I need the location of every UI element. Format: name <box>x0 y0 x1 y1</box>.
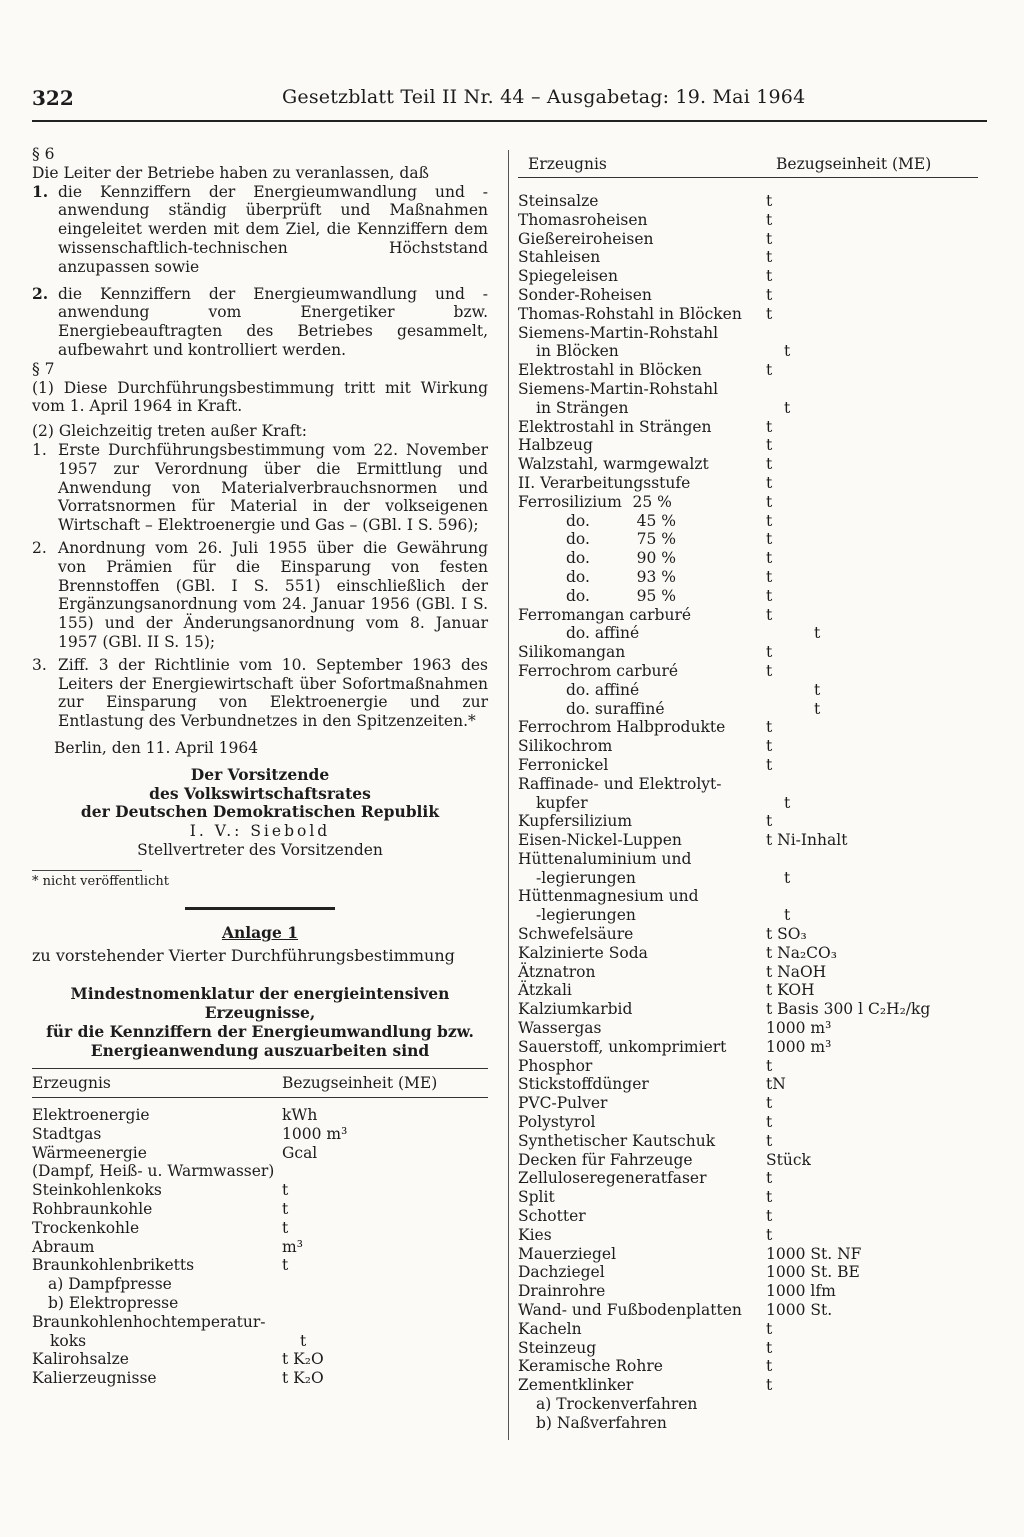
unit-cell: t K₂O <box>282 1350 324 1369</box>
table-row <box>518 399 978 418</box>
unit-cell: t <box>766 473 773 492</box>
product-cell: Braunkohlenbriketts <box>32 1256 195 1275</box>
product-cell: Decken für Fahrzeuge <box>518 1150 693 1169</box>
item-text: die Kennziffern der Energieumwandlung und -anwendung vom Energetiker bzw. Energiebeauftragten des Betriebes gesammelt, aufbewahrt und kontrolliert werden. <box>58 284 488 359</box>
unit-cell: t <box>766 1319 773 1338</box>
unit-cell: t <box>282 1256 289 1275</box>
table-header <box>32 1069 488 1097</box>
product-cell: Walzstahl, warmgewalzt <box>518 455 709 474</box>
table-row <box>518 1395 978 1414</box>
unit-cell: t KOH <box>766 981 815 1000</box>
table-row <box>518 775 978 794</box>
unit-cell: t <box>766 737 773 756</box>
table-row <box>518 1357 978 1376</box>
section-6-heading: § 6 <box>32 145 55 163</box>
table-row <box>32 1350 488 1369</box>
product-cell: Abraum <box>32 1237 95 1256</box>
unit-cell: t SO₃ <box>766 925 807 944</box>
table-row <box>518 1320 978 1339</box>
product-cell: in Blöcken <box>536 342 619 361</box>
product-cell <box>518 549 766 568</box>
product-name: do. <box>566 511 590 530</box>
product-cell: PVC-Pulver <box>518 1094 608 1113</box>
table-row <box>32 1369 488 1388</box>
section-7-para-2: (2) Gleichzeitig treten außer Kraft: <box>32 422 307 441</box>
product-cell: Ferromangan carburé <box>518 605 692 624</box>
product-cell: Silikochrom <box>518 737 613 756</box>
unit-cell: t <box>766 549 773 568</box>
left-column <box>32 145 488 1388</box>
table-row <box>32 1200 488 1219</box>
unit-cell: tN <box>766 1075 786 1094</box>
product-cell: do. suraffiné <box>566 699 665 718</box>
table-row <box>518 700 978 719</box>
left-table <box>32 1068 488 1388</box>
table-row <box>518 1226 978 1245</box>
table-row <box>518 211 978 230</box>
unit-cell: t <box>766 492 773 511</box>
list-title-line: Mindestnomenklatur der energieintensiven Erzeugnisse, <box>70 984 450 1023</box>
item-text: Anordnung vom 26. Juli 1955 über die Gewährung von Prämien für die Einsparung von festen Brennstoffen (GBl. I S. 551) einschließlich der Ergänzungsanordnung vom 24. Januar 1956 (GBl. I S. 155) und der Änderungsanordnung vom 8. Januar 1957 (GBl. II S. 15); <box>58 538 488 651</box>
percentage: 90 % <box>636 549 676 568</box>
table-row <box>518 1113 978 1132</box>
table-row <box>518 1245 978 1264</box>
table-row <box>518 1339 978 1358</box>
signatory-title: Der Vorsitzende <box>190 764 330 784</box>
product-cell: Ferrochrom Halbprodukte <box>518 718 726 737</box>
table-row <box>518 1188 978 1207</box>
table-row <box>518 737 978 756</box>
section-7-para-1: (1) Diese Durchführungsbestimmung tritt mit Wirkung vom 1. April 1964 in Kraft. <box>32 378 488 416</box>
table-header-rule <box>32 1097 488 1098</box>
table-row <box>518 1263 978 1282</box>
column-divider <box>508 150 509 1440</box>
table-row <box>518 248 978 267</box>
product-cell: Kies <box>518 1225 552 1244</box>
product-cell: koks <box>50 1331 87 1350</box>
unit-cell: t <box>766 1225 773 1244</box>
item-number: 3. <box>32 655 47 674</box>
table-row <box>518 549 978 568</box>
footnote-rule <box>32 870 142 871</box>
table-row <box>518 436 978 455</box>
unit-cell: kWh <box>282 1106 318 1125</box>
product-cell: Thomas-Rohstahl in Blöcken <box>518 304 742 323</box>
table-row <box>518 1169 978 1188</box>
unit-cell: t <box>766 586 773 605</box>
unit-cell: t Ni-Inhalt <box>766 831 848 850</box>
product-cell: Steinkohlenkoks <box>32 1181 162 1200</box>
table-row <box>32 1181 488 1200</box>
running-title: Gesetzblatt Teil II Nr. 44 – Ausgabetag: 19. Mai 1964 <box>282 86 806 108</box>
product-cell: Gießereiroheisen <box>518 229 654 248</box>
product-cell: Wassergas <box>518 1019 602 1038</box>
table-row <box>518 587 978 606</box>
table-row <box>32 1313 488 1332</box>
section-7-item <box>32 539 488 652</box>
signature-block <box>32 766 488 860</box>
table-row <box>518 342 978 361</box>
table-row <box>518 1132 978 1151</box>
product-cell: in Strängen <box>536 398 629 417</box>
unit-cell: 1000 St. <box>766 1301 833 1320</box>
table-row <box>518 1301 978 1320</box>
product-cell: (Dampf, Heiß- u. Warmwasser) <box>32 1162 275 1181</box>
product-name: do. <box>566 586 590 605</box>
table-row <box>518 606 978 625</box>
unit-cell: t <box>300 1331 307 1350</box>
unit-cell: t <box>766 361 773 380</box>
table-row <box>518 624 978 643</box>
table-row <box>518 812 978 831</box>
unit-cell: t <box>766 755 773 774</box>
product-cell: Rohbraunkohle <box>32 1200 153 1219</box>
right-table-body <box>518 192 978 1433</box>
unit-cell: 1000 m³ <box>766 1019 832 1038</box>
table-row <box>518 568 978 587</box>
table-row <box>518 418 978 437</box>
product-name: do. <box>566 567 590 586</box>
product-cell <box>518 587 766 606</box>
product-cell: Kacheln <box>518 1319 582 1338</box>
unit-cell: t <box>766 1131 773 1150</box>
product-cell: Elektroenergie <box>32 1106 150 1125</box>
table-row <box>518 286 978 305</box>
table-row <box>518 1376 978 1395</box>
unit-cell: t <box>766 605 773 624</box>
percentage: 45 % <box>636 511 676 530</box>
table-row <box>32 1125 488 1144</box>
percentage: 75 % <box>636 530 676 549</box>
page-number: 322 <box>32 86 74 110</box>
table-row <box>518 324 978 343</box>
unit-cell: t <box>766 417 773 436</box>
product-cell: Sonder-Roheisen <box>518 285 652 304</box>
product-cell: Kalierzeugnisse <box>32 1369 157 1388</box>
section-6-intro: Die Leiter der Betriebe haben zu veranlassen, daß <box>32 163 429 182</box>
product-cell: Raffinade- und Elektrolyt- <box>518 774 722 793</box>
table-row <box>32 1256 488 1275</box>
product-cell: Sauerstoff, unkomprimiert <box>518 1037 727 1056</box>
product-cell: Hüttenaluminium und <box>518 849 692 868</box>
table-row <box>32 1275 488 1294</box>
product-cell: Drainrohre <box>518 1282 606 1301</box>
product-cell: Dachziegel <box>518 1263 605 1282</box>
product-cell: II. Verarbeitungsstufe <box>518 473 691 492</box>
product-cell: Mauerziegel <box>518 1244 617 1263</box>
section-7-item <box>32 441 488 535</box>
signatory-name: I. V.: Siebold <box>189 822 331 841</box>
unit-cell: t <box>282 1181 289 1200</box>
unit-cell: t Basis 300 l C₂H₂/kg <box>766 1000 931 1019</box>
product-cell: Braunkohlenhochtemperatur- <box>32 1312 266 1331</box>
product-cell: Keramische Rohre <box>518 1357 663 1376</box>
table-row <box>32 1219 488 1238</box>
unit-cell: t <box>282 1200 289 1219</box>
product-cell: Wand- und Fußbodenplatten <box>518 1301 742 1320</box>
table-row <box>518 230 978 249</box>
table-row <box>32 1238 488 1257</box>
table-row <box>518 681 978 700</box>
product-cell <box>518 530 766 549</box>
table-row <box>518 1282 978 1301</box>
unit-cell: t <box>766 1207 773 1226</box>
unit-cell: t <box>766 267 773 286</box>
footnote: * nicht veröffentlicht <box>32 873 169 889</box>
product-cell: do. affiné <box>566 680 640 699</box>
product-cell: Zelluloseregeneratfaser <box>518 1169 707 1188</box>
unit-cell: t <box>766 643 773 662</box>
col-header-product: Erzeugnis <box>32 1073 111 1092</box>
page-header <box>32 86 987 114</box>
product-cell: Siemens-Martin-Rohstahl <box>518 323 719 342</box>
product-cell: Eisen-Nickel-Luppen <box>518 831 682 850</box>
product-cell: Steinsalze <box>518 192 599 210</box>
product-cell: -legierungen <box>536 868 636 887</box>
product-cell: Ferrochrom carburé <box>518 661 679 680</box>
unit-cell: t <box>784 398 791 417</box>
product-cell: Silikomangan <box>518 643 626 662</box>
table-row <box>518 906 978 925</box>
table-row <box>518 1019 978 1038</box>
product-cell: Polystyrol <box>518 1113 596 1132</box>
table-row <box>518 474 978 493</box>
product-name: Ferrosilizium <box>518 492 622 511</box>
product-cell: Stadtgas <box>32 1124 102 1143</box>
unit-cell: t K₂O <box>282 1369 324 1388</box>
unit-cell: t <box>814 680 821 699</box>
unit-cell: t <box>766 229 773 248</box>
product-cell: Kalzinierte Soda <box>518 943 648 962</box>
product-cell: Siemens-Martin-Rohstahl <box>518 379 719 398</box>
table-row <box>518 831 978 850</box>
left-table-body <box>32 1106 488 1388</box>
unit-cell: t <box>814 699 821 718</box>
table-row <box>518 1207 978 1226</box>
table-row <box>518 1000 978 1019</box>
table-row <box>518 493 978 512</box>
product-cell <box>518 512 766 531</box>
signatory-role: Stellvertreter des Vorsitzenden <box>137 840 383 859</box>
unit-cell: t <box>766 530 773 549</box>
product-cell: Synthetischer Kautschuk <box>518 1131 716 1150</box>
product-cell <box>518 568 766 587</box>
table-row <box>518 1057 978 1076</box>
product-cell: Hüttenmagnesium und <box>518 887 699 906</box>
unit-cell: t <box>766 511 773 530</box>
product-cell: Halbzeug <box>518 436 593 455</box>
header-rule <box>32 120 987 122</box>
product-cell: -legierungen <box>536 906 636 925</box>
unit-cell: t <box>282 1218 289 1237</box>
section-7-heading: § 7 <box>32 359 55 378</box>
product-cell: kupfer <box>536 793 588 812</box>
product-cell: Stahleisen <box>518 248 601 267</box>
product-cell: Elektrostahl in Strängen <box>518 417 712 436</box>
unit-cell: t NaOH <box>766 962 827 981</box>
product-cell: b) Elektropresse <box>48 1294 179 1313</box>
unit-cell: 1000 m³ <box>766 1037 832 1056</box>
unit-cell: t <box>766 436 773 455</box>
unit-cell: t <box>766 192 773 210</box>
table-row <box>518 643 978 662</box>
table-row <box>518 925 978 944</box>
table-row <box>518 850 978 869</box>
unit-cell: 1000 St. BE <box>766 1263 860 1282</box>
unit-cell: 1000 m³ <box>282 1124 348 1143</box>
unit-cell: t <box>766 812 773 831</box>
product-cell: Kalziumkarbid <box>518 1000 633 1019</box>
right-column <box>518 155 978 1433</box>
product-cell: Ferronickel <box>518 755 609 774</box>
table-row <box>518 869 978 888</box>
product-cell: Elektrostahl in Blöcken <box>518 361 702 380</box>
percentage: 93 % <box>636 567 676 586</box>
table-row <box>518 1151 978 1170</box>
unit-cell: t <box>766 455 773 474</box>
percentage: 95 % <box>636 586 676 605</box>
place-date: Berlin, den 11. April 1964 <box>54 738 259 757</box>
item-text: Ziff. 3 der Richtlinie vom 10. September 1963 des Leiters der Energiewirtschaft über Sofortmaßnahmen zur Einsparung von Elektroenergie und zur Entlastung des Verbundnetzes in den Spitzenzeiten.* <box>58 655 488 731</box>
table-row <box>518 794 978 813</box>
unit-cell: t <box>766 304 773 323</box>
col-header-unit: Bezugseinheit (ME) <box>776 155 932 173</box>
product-cell: Schwefelsäure <box>518 925 634 944</box>
section-separator <box>185 907 335 910</box>
unit-cell: t <box>766 248 773 267</box>
table-row <box>518 662 978 681</box>
product-cell: Thomasroheisen <box>518 210 648 229</box>
product-cell: Steinzeug <box>518 1338 597 1357</box>
item-number: 2. <box>32 538 47 557</box>
unit-cell: t <box>784 868 791 887</box>
product-cell: Wärmeenergie <box>32 1143 147 1162</box>
table-row <box>518 512 978 531</box>
unit-cell: t <box>766 1056 773 1075</box>
signatory-state: der Deutschen Demokratischen Republik <box>80 802 440 822</box>
product-cell: Stickstoffdünger <box>518 1075 649 1094</box>
product-cell: a) Trockenverfahren <box>536 1395 698 1413</box>
table-row <box>518 1094 978 1113</box>
unit-cell: t <box>766 1357 773 1376</box>
unit-cell: t <box>766 1338 773 1357</box>
table-row <box>32 1332 488 1351</box>
table-row <box>518 1414 978 1433</box>
table-row <box>518 455 978 474</box>
table-row <box>518 1075 978 1094</box>
unit-cell: t <box>766 567 773 586</box>
product-cell: Zementklinker <box>518 1376 634 1395</box>
section-6-item <box>32 285 488 360</box>
table-row <box>518 756 978 775</box>
col-header-product: Erzeugnis <box>528 155 607 173</box>
unit-cell: t <box>784 342 791 361</box>
table-row <box>32 1144 488 1163</box>
product-name: do. <box>566 530 590 549</box>
unit-cell: 1000 lfm <box>766 1282 836 1301</box>
unit-cell: t <box>766 285 773 304</box>
table-row <box>518 267 978 286</box>
product-cell: Phosphor <box>518 1056 593 1075</box>
table-row <box>518 887 978 906</box>
section-7-item <box>32 656 488 731</box>
table-row <box>518 380 978 399</box>
unit-cell: m³ <box>282 1237 303 1256</box>
table-row <box>518 192 978 211</box>
list-title-line: Energieanwendung auszuarbeiten sind <box>90 1041 430 1061</box>
table-row <box>32 1162 488 1181</box>
product-cell: Trockenkohle <box>32 1218 140 1237</box>
product-cell: b) Naßverfahren <box>536 1413 667 1432</box>
unit-cell: t <box>814 624 821 643</box>
product-cell: do. affiné <box>566 624 640 643</box>
unit-cell: t <box>766 210 773 229</box>
product-cell: Kalirohsalze <box>32 1350 129 1369</box>
unit-cell: t <box>766 661 773 680</box>
product-cell <box>518 493 766 512</box>
unit-cell: 1000 St. NF <box>766 1244 862 1263</box>
table-header-rule <box>518 177 978 178</box>
unit-cell: t <box>766 1188 773 1207</box>
product-cell: a) Dampfpresse <box>48 1275 172 1294</box>
item-number: 2. <box>32 283 49 303</box>
annex-title: Anlage 1 <box>221 923 299 943</box>
product-name: do. <box>566 549 590 568</box>
unit-cell: t <box>784 793 791 812</box>
unit-cell: Stück <box>766 1150 811 1169</box>
table-row <box>518 718 978 737</box>
unit-cell: Gcal <box>282 1143 318 1162</box>
table-row <box>32 1294 488 1313</box>
unit-cell: t <box>766 718 773 737</box>
col-header-unit: Bezugseinheit (ME) <box>282 1073 438 1092</box>
unit-cell: t <box>766 1376 773 1395</box>
table-row <box>518 305 978 324</box>
item-number: 1. <box>32 440 47 459</box>
percentage: 25 % <box>632 492 672 511</box>
item-number: 1. <box>32 181 49 201</box>
product-cell: Kupfersilizium <box>518 812 633 831</box>
table-header <box>518 155 978 177</box>
list-title <box>32 984 488 1060</box>
unit-cell: t <box>766 1113 773 1132</box>
annex-subtitle: zu vorstehender Vierter Durchführungsbestimmung <box>32 946 455 966</box>
product-cell: Ätzkali <box>518 981 572 1000</box>
product-cell: Spiegeleisen <box>518 267 618 286</box>
signatory-body: des Volkswirtschaftsrates <box>149 783 371 803</box>
unit-cell: t <box>766 1094 773 1113</box>
product-cell: Ätznatron <box>518 962 596 981</box>
table-row <box>518 530 978 549</box>
table-row <box>518 1038 978 1057</box>
item-text: die Kennziffern der Energieumwandlung und -anwendung ständig überprüft und Maßnahmen eingeleitet werden mit dem Ziel, die Kennziffern dem wissenschaftlich-technischen Höchststand anzupassen sowie <box>58 182 488 276</box>
unit-cell: t <box>784 906 791 925</box>
product-cell: Split <box>518 1188 555 1207</box>
unit-cell: t <box>766 1169 773 1188</box>
table-row <box>518 981 978 1000</box>
unit-cell: t Na₂CO₃ <box>766 943 837 962</box>
section-6-item <box>32 183 488 277</box>
product-cell: Schotter <box>518 1207 586 1226</box>
list-title-line: für die Kennziffern der Energieumwandlung bzw. <box>46 1022 474 1042</box>
table-row <box>518 361 978 380</box>
table-row <box>518 963 978 982</box>
item-text: Erste Durchführungsbestimmung vom 22. November 1957 zur Verordnung über die Ermittlung und Anwendung von Materialverbrauchsnormen und Vorratsnormen für Material in der volkseigenen Wirtschaft – Elektroenergie und Gas – (GBl. I S. 596); <box>58 440 488 535</box>
table-row <box>32 1106 488 1125</box>
table-row <box>518 944 978 963</box>
